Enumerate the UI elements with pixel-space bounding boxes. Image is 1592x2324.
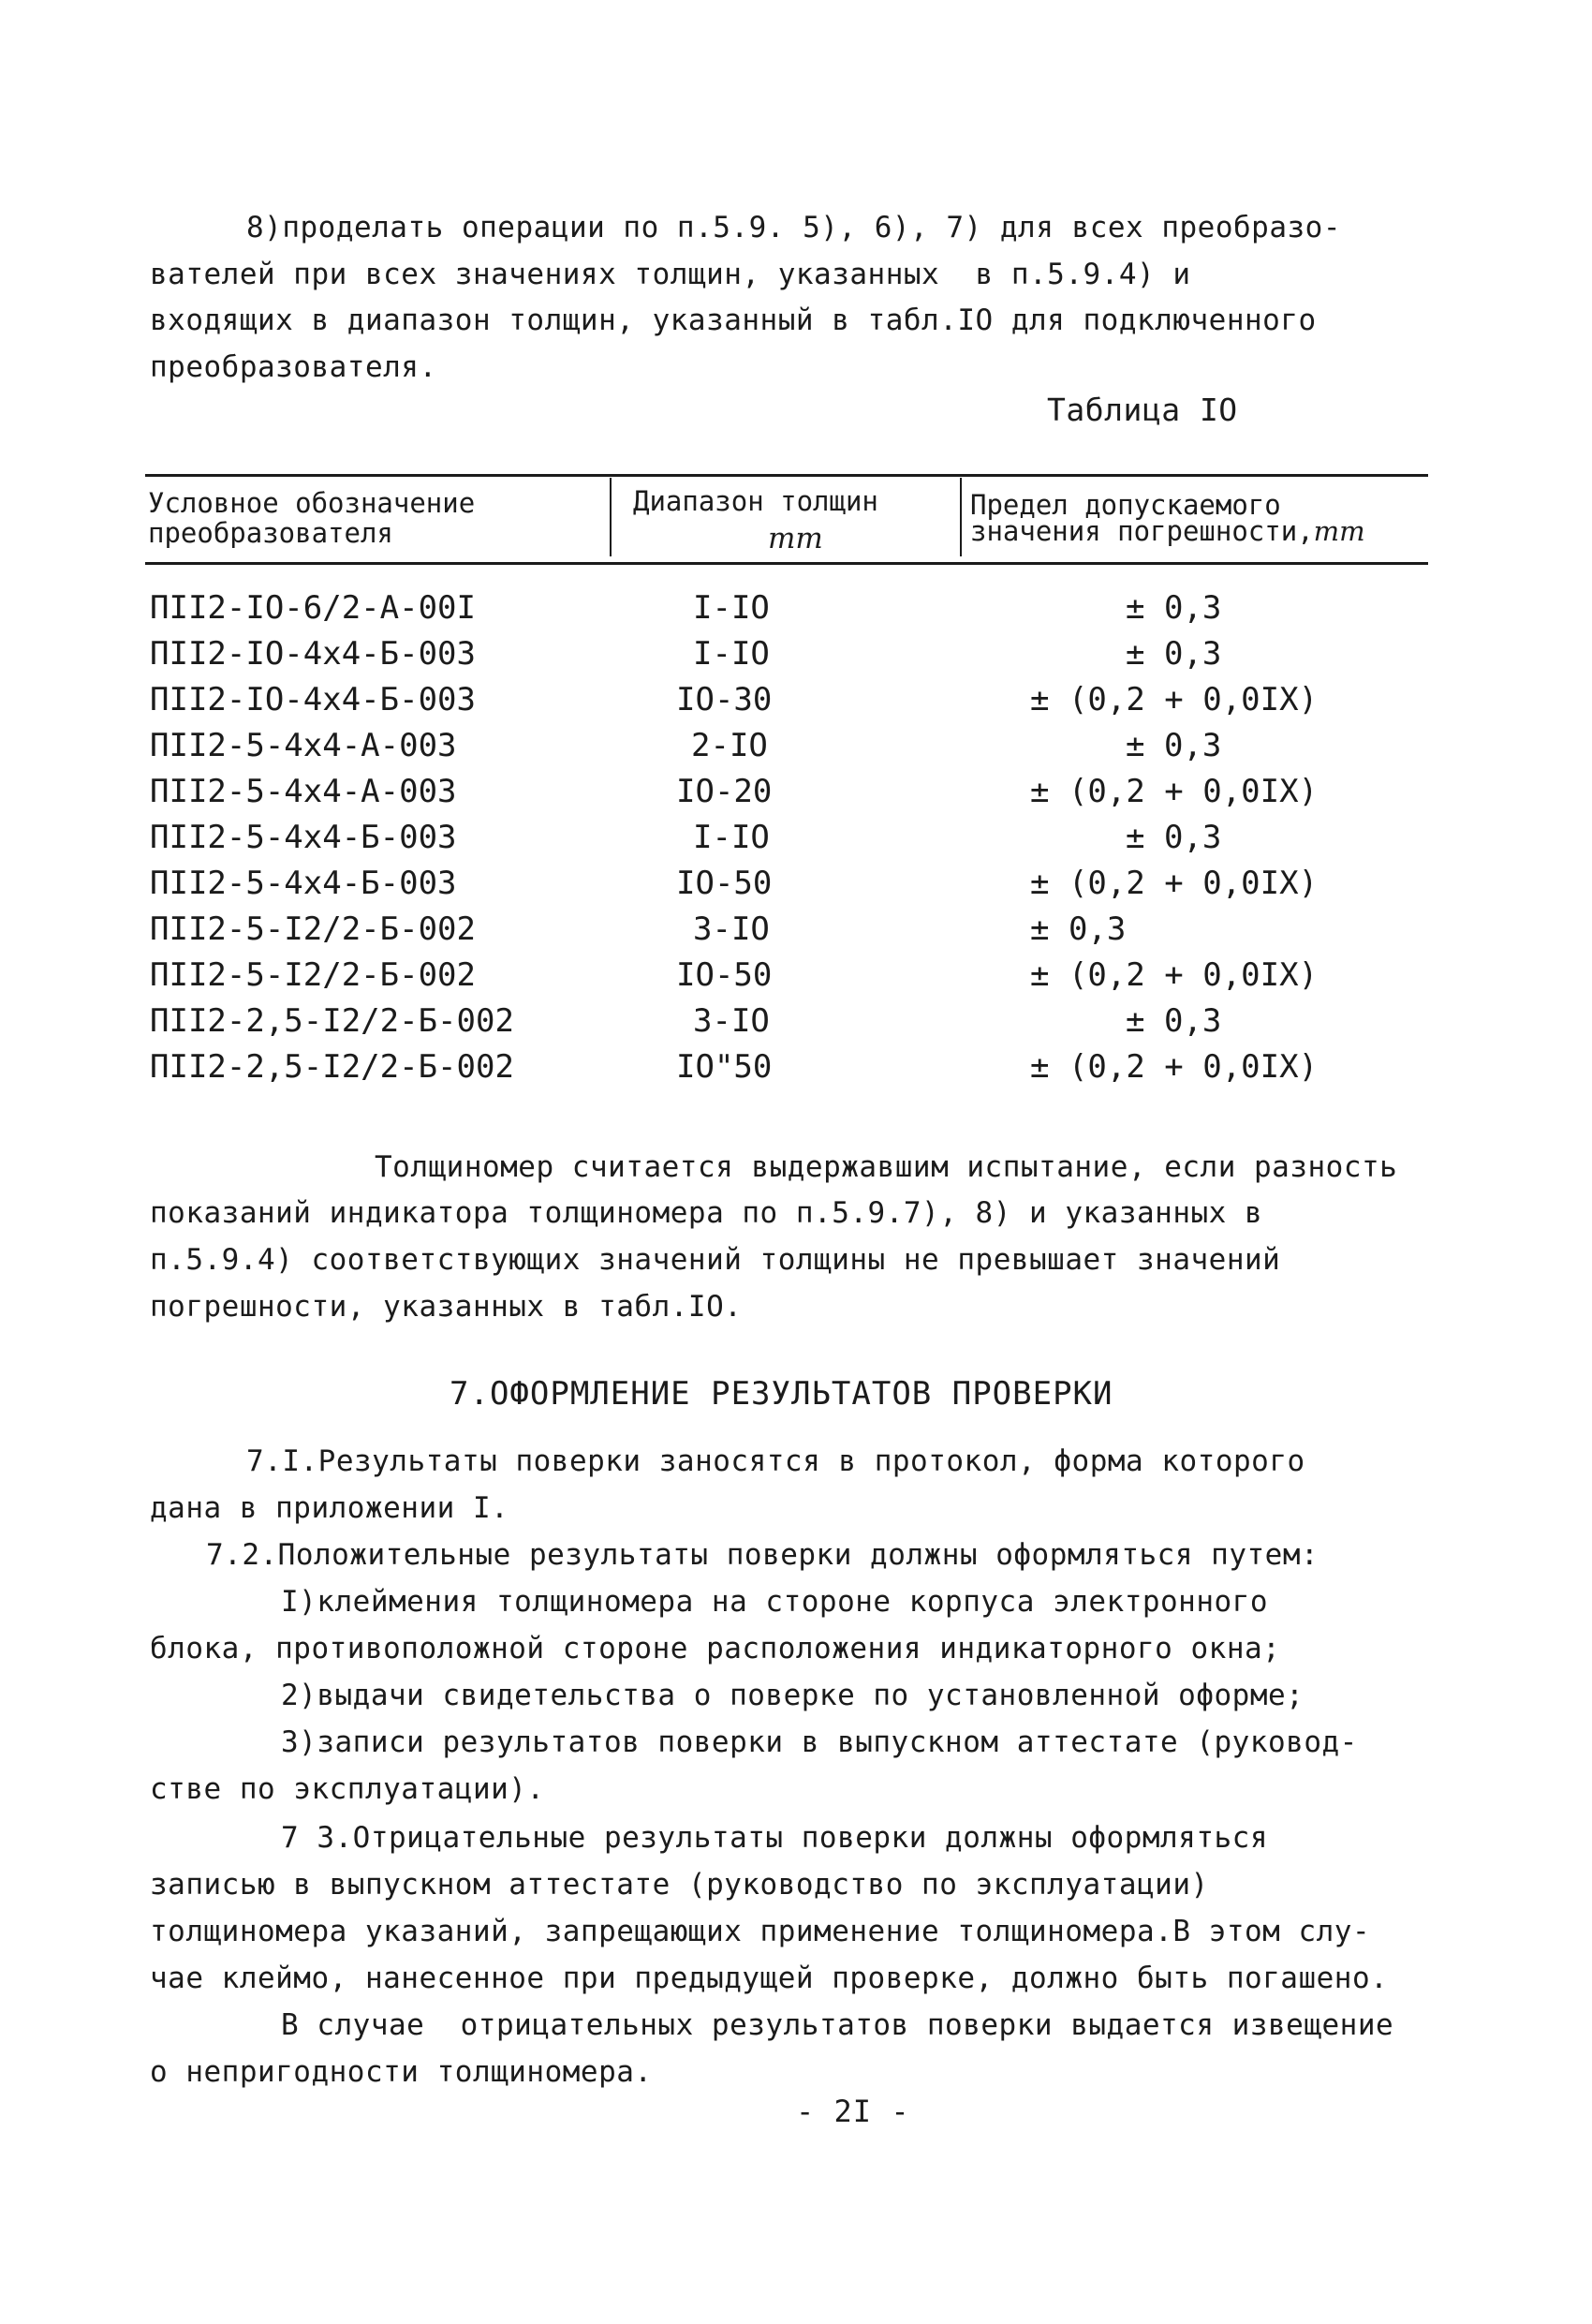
cell-tolerance: ± (0,2 + 0,0IX)	[1030, 865, 1319, 902]
cell-designation: ПII2-2,5-I2/2-Б-002	[150, 1002, 514, 1040]
header-tolerance-text: значения погрешности,	[970, 515, 1314, 547]
cell-tolerance: ± 0,3	[1126, 819, 1222, 856]
cell-tolerance: ± (0,2 + 0,0IX)	[1030, 1048, 1319, 1086]
cell-tolerance: ± (0,2 + 0,0IX)	[1030, 681, 1319, 718]
cell-designation: ПII2-5-I2/2-Б-002	[150, 956, 476, 994]
cell-designation: ПII2-IO-4x4-Б-003	[150, 681, 476, 718]
header-designation-line2: преобразователя	[148, 517, 393, 549]
cell-range: IO-20	[676, 773, 773, 810]
cell-range: 3-IO	[693, 910, 770, 948]
section7-line-12: чае клеймо, нанесенное при предыдущей проверке, должно быть погашено.	[150, 1961, 1389, 1995]
header-range-line1: Диапазон толщин	[633, 485, 878, 517]
section7-line-5: блока, противоположной стороне расположения индикаторного окна;	[150, 1632, 1281, 1665]
cell-tolerance: ± 0,3	[1126, 1002, 1222, 1040]
section7-line-11: толщиномера указаний, запрещающих применение толщиномера.В этом слу-	[150, 1915, 1371, 1948]
conclusion-line-4: погрешности, указанных в табл.IO.	[150, 1290, 743, 1324]
table-top-rule	[145, 474, 1428, 477]
cell-designation: ПII2-5-4x4-А-003	[150, 727, 457, 764]
section7-line-14: о непригодности толщиномера.	[150, 2055, 653, 2089]
conclusion-line-2: показаний индикатора толщиномера по п.5.9.7), 8) и указанных в	[150, 1196, 1263, 1230]
section7-line-9: 7 3.Отрицательные результаты поверки должны оформляться	[281, 1821, 1268, 1855]
cell-range: IO-30	[676, 681, 773, 718]
section-heading: 7.ОФОРМЛЕНИЕ РЕЗУЛЬТАТОВ ПРОВЕРКИ	[450, 1375, 1113, 1413]
cell-range: IO-50	[676, 956, 773, 994]
cell-range: I-IO	[693, 635, 770, 673]
intro-line-3: входящих в диапазон толщин, указанный в табл.IO для подключенного	[150, 303, 1317, 337]
section7-line-7: 3)записи результатов поверки в выпускном аттестате (руковод-	[281, 1725, 1358, 1759]
header-separator-1	[610, 478, 612, 556]
cell-range: I-IO	[693, 819, 770, 856]
section7-line-4: I)клеймения толщиномера на стороне корпуса электронного	[281, 1585, 1268, 1619]
cell-designation: ПII2-IO-6/2-А-00I	[150, 589, 476, 627]
header-tolerance-line2	[970, 515, 1365, 547]
header-tolerance-unit: mm	[1313, 515, 1365, 547]
cell-range: IO-50	[676, 865, 773, 902]
cell-tolerance: ± 0,3	[1126, 727, 1222, 764]
header-tolerance-line1: Предел допускаемого	[970, 489, 1281, 521]
cell-designation: ПII2-IO-4x4-Б-003	[150, 635, 476, 673]
cell-designation: ПII2-2,5-I2/2-Б-002	[150, 1048, 514, 1086]
cell-range: 2-IO	[691, 727, 768, 764]
intro-line-2: вателей при всех значениях толщин, указанных в п.5.9.4) и	[150, 258, 1191, 291]
cell-tolerance: ± (0,2 + 0,0IX)	[1030, 773, 1319, 810]
section7-line-10: записью в выпускном аттестате (руководство по эксплуатации)	[150, 1868, 1209, 1902]
table-caption: Таблица IO	[1047, 392, 1238, 428]
section7-line-6: 2)выдачи свидетельства о поверке по установленной оформе;	[281, 1679, 1305, 1712]
conclusion-line-3: п.5.9.4) соответствующих значений толщины не превышает значений	[150, 1243, 1281, 1277]
header-designation-line1: Условное обозначение	[148, 487, 476, 519]
cell-tolerance: ± (0,2 + 0,0IX)	[1030, 956, 1319, 994]
cell-designation: ПII2-5-4x4-Б-003	[150, 865, 457, 902]
cell-designation: ПII2-5-4x4-А-003	[150, 773, 457, 810]
cell-tolerance: ± 0,3	[1030, 910, 1127, 948]
section7-line-8: стве по эксплуатации).	[150, 1772, 545, 1806]
cell-range: IO"50	[676, 1048, 773, 1086]
section7-line-2: дана в приложении I.	[150, 1491, 509, 1525]
table-header-bottom-rule	[145, 562, 1428, 565]
cell-range: 3-IO	[693, 1002, 770, 1040]
cell-tolerance: ± 0,3	[1126, 589, 1222, 627]
cell-designation: ПII2-5-I2/2-Б-002	[150, 910, 476, 948]
intro-line-4: преобразователя.	[150, 350, 437, 384]
cell-tolerance: ± 0,3	[1126, 635, 1222, 673]
header-separator-2	[960, 478, 962, 556]
header-range-unit: mm	[768, 522, 823, 555]
cell-range: I-IO	[693, 589, 770, 627]
conclusion-line-1: Толщиномер считается выдержавшим испытание, если разность	[375, 1150, 1398, 1184]
section7-line-1: 7.I.Результаты поверки заносятся в протокол, форма которого	[246, 1444, 1305, 1478]
intro-line-1: 8)проделать операции по п.5.9. 5), 6), 7) для всех преобразо-	[246, 211, 1341, 244]
section7-line-13: В случае отрицательных результатов поверки выдается извещение	[281, 2008, 1394, 2042]
section7-line-3: 7.2.Положительные результаты поверки должны оформляться путем:	[206, 1538, 1319, 1572]
page-number: - 2I -	[796, 2094, 910, 2129]
cell-designation: ПII2-5-4x4-Б-003	[150, 819, 457, 856]
